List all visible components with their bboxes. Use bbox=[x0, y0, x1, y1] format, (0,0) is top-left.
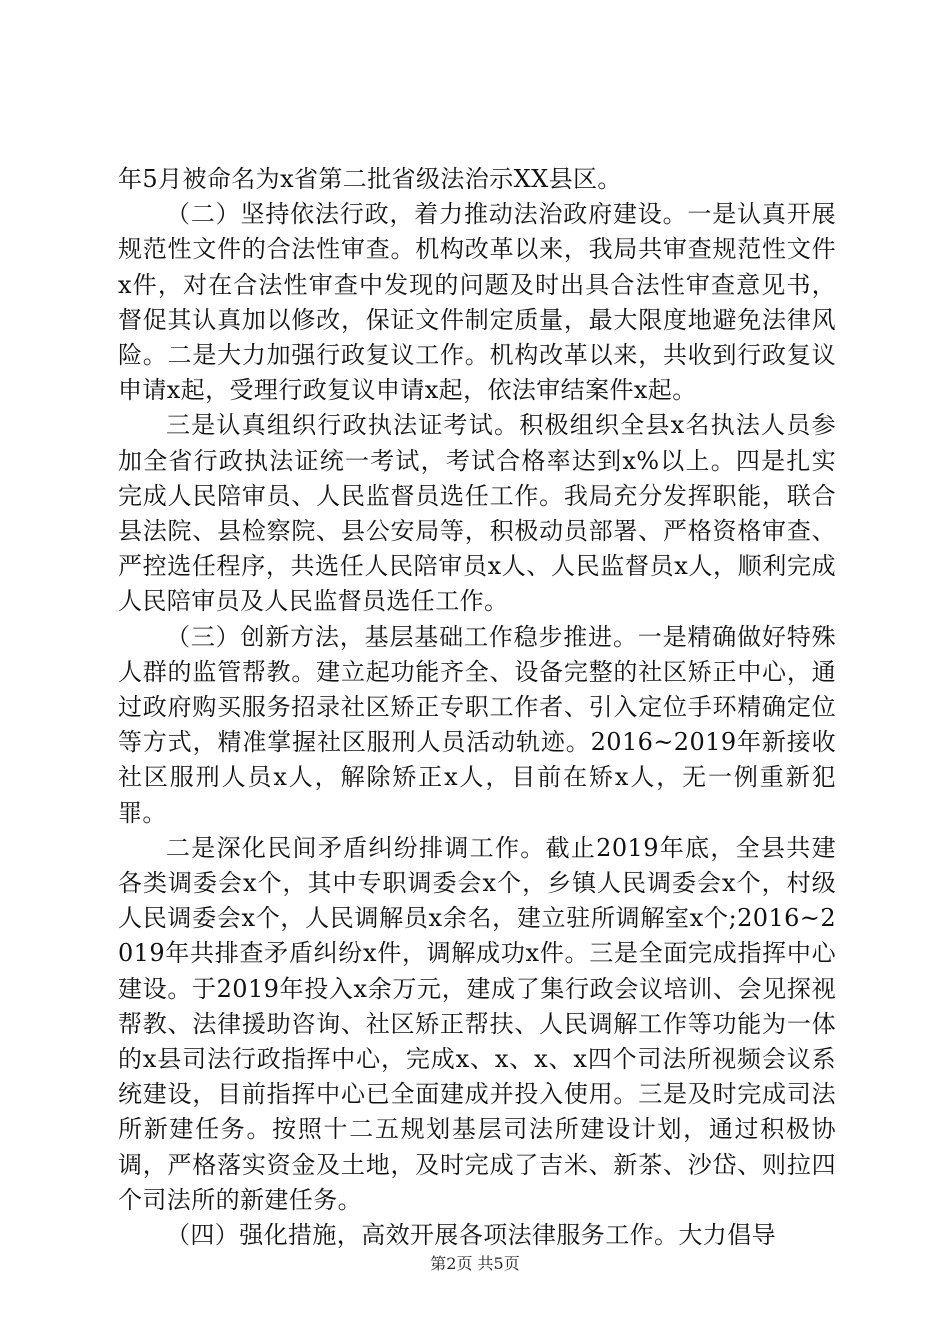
paragraph-section-four: （四）强化措施，高效开展各项法律服务工作。大力倡导 bbox=[166, 1221, 776, 1250]
paragraph-continuation: 年5月被命名为x省第二批省级法治示XX县区。 bbox=[118, 165, 622, 193]
paragraph-mediation-and-command-center: 二是深化民间矛盾纠纷排调工作。截止2019年底，全县共建各类调委会x个，其中专职调委会x个，乡镇人民调委会x个，村级人民调委会x个，人民调解员x余名，建立驻所调解室x个;2016~2019年共排查矛盾纠纷x件，调解成功x件。三是全面完成指挥中心建设。于2019年投入x余万元，建成了集行政会议培训、会见探视帮教、法律援助咨询、社区矫正帮扶、人民调解工作等功能为一体的x县司法行政指挥中心，完成x、x、x、x四个司法所视频会议系统建设，目前指挥中心已全面建成并投入使用。三是及时完成司法所新建任务。按照十二五规划基层司法所建设计划，通过积极协调，严格落实资金及土地，及时完成了吉米、新茶、沙岱、则拉四个司法所的新建任务。 bbox=[118, 833, 836, 1214]
document-body bbox=[118, 162, 836, 1253]
paragraph-section-two: （二）坚持依法行政，着力推动法治政府建设。一是认真开展规范性文件的合法性审查。机构改革以来，我局共审查规范性文件x件，对在合法性审查中发现的问题及时出具合法性审查意见书，督促其认真加以修改，保证文件制定质量，最大限度地避免法律风险。二是大力加强行政复议工作。机构改革以来，共收到行政复议申请x起，受理行政复议申请x起，依法审结案件x起。 bbox=[118, 200, 836, 405]
paragraph-exam-and-jurors: 三是认真组织行政执法证考试。积极组织全县x名执法人员参加全省行政执法证统一考试，考试合格率达到x%以上。四是扎实完成人民陪审员、人民监督员选任工作。我局充分发挥职能，联合县法院、县检察院、县公安局等，积极动员部署、严格资格审查、严控选任程序，共选任人民陪审员x人、人民监督员x人，顺利完成人民陪审员及人民监督员选任工作。 bbox=[118, 411, 836, 616]
page-footer: 第2页 共5页 bbox=[430, 1254, 520, 1273]
paragraph-section-three: （三）创新方法，基层基础工作稳步推进。一是精确做好特殊人群的监管帮教。建立起功能齐全、设备完整的社区矫正中心，通过政府购买服务招录社区矫正专职工作者、引入定位手环精确定位等方式，精准掌握社区服刑人员活动轨迹。2016~2019年新接收社区服刑人员x人，解除矫正x人，目前在矫x人，无一例重新犯罪。 bbox=[118, 622, 836, 827]
